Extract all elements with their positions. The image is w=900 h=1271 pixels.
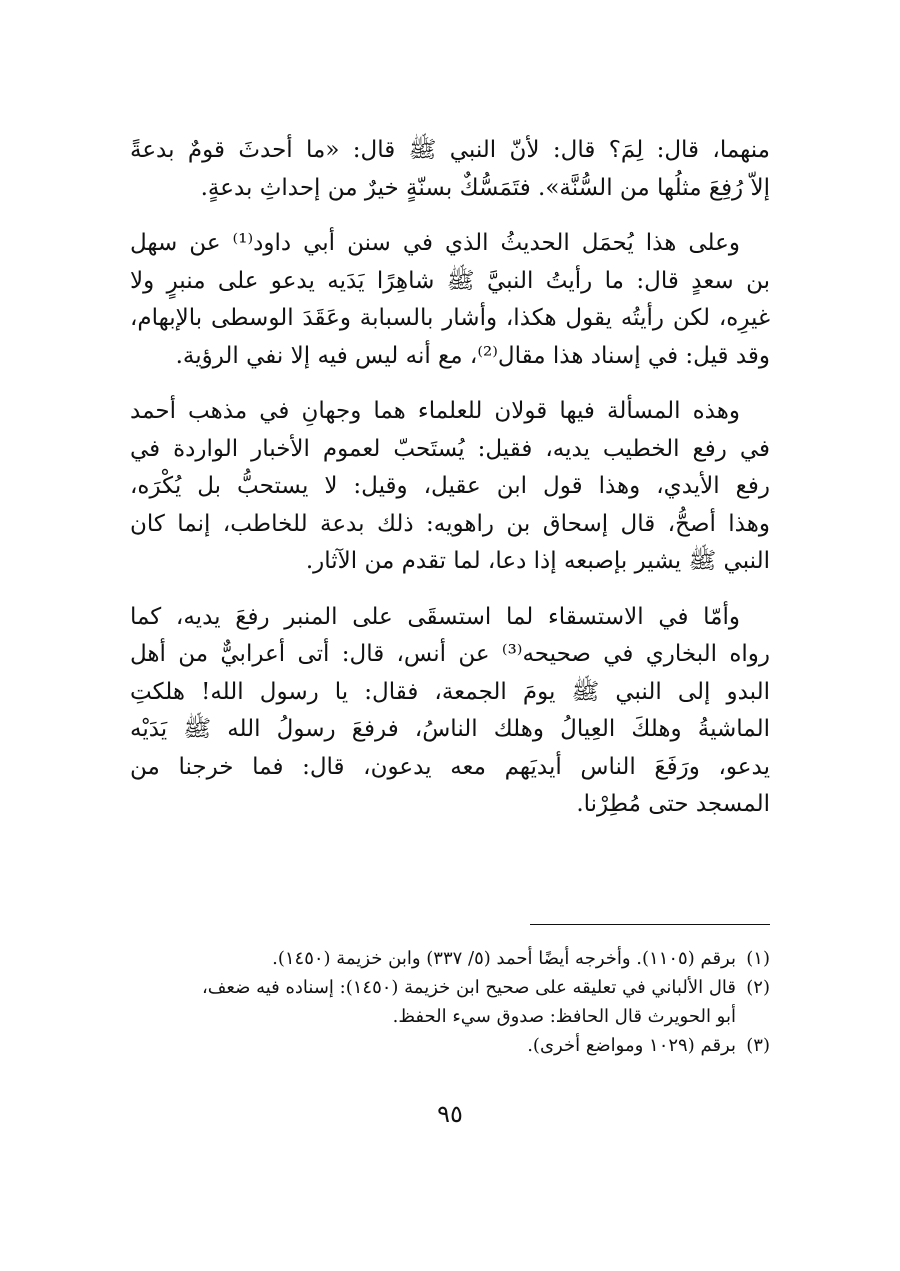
- text-line: منهما، قال: لِمَ؟ قال: لأنّ النبي ﷺ قال: «ما أحدثَ قومٌ بدعةً: [130, 137, 770, 163]
- paragraph: [130, 225, 770, 375]
- footnotes: [130, 944, 770, 1060]
- text-line: رفع الأيدي، وهذا قول ابن عقيل، وقيل: لا يستحبُّ بل يُكْرَه،: [130, 473, 770, 499]
- footnote-text: [130, 1031, 736, 1060]
- paragraph: [130, 393, 770, 581]
- text-line: يدعو، ورَفَعَ الناس أيديَهم معه يدعون، قال: فما خرجنا من: [130, 753, 770, 780]
- text-line: في رفع الخطيب يديه، فقيل: يُستَحبّ لعموم الأخبار الواردة في: [130, 435, 770, 462]
- footnote-number: (٣): [746, 1035, 770, 1056]
- footnote-line: برقم (١٠٢٩ ومواضع أخرى).: [527, 1035, 736, 1056]
- paragraph: [130, 132, 770, 207]
- page-number: ٩٥: [437, 1100, 463, 1128]
- text-line: وهذه المسألة فيها قولان للعلماء هما وجهانِ في مذهب أحمد: [130, 398, 740, 424]
- footnote-line: أبو الحويرث قال الحافظ: صدوق سيء الحفظ.: [392, 1006, 736, 1027]
- text-line: البدو إلى النبي ﷺ يومَ الجمعة، فقال: يا رسول الله! هلكتِ: [130, 678, 770, 705]
- footnote-text: [130, 973, 736, 1031]
- main-text: [130, 132, 770, 842]
- footnote: [130, 973, 770, 1031]
- paragraph: [130, 599, 770, 824]
- footnote: [130, 944, 770, 973]
- text-line: النبي ﷺ يشير بإصبعه إذا دعا، لما تقدم من الآثار.: [305, 548, 770, 574]
- footnote-line: برقم (١١٠٥). وأخرجه أيضًا أحمد (٥/ ٣٣٧) وابن خزيمة (١٤٥٠).: [272, 948, 736, 969]
- text-line: وهذا أصحُّ، قال إسحاق بن راهويه: ذلك بدعة للخاطب، إنما كان: [130, 510, 770, 537]
- footnote-text: [130, 944, 736, 973]
- footnote-number: (٢): [746, 977, 770, 998]
- text-line: بن سعدٍ قال: ما رأيتُ النبيَّ ﷺ شاهِرًا يَدَيه يدعو على منبرٍ ولا: [130, 267, 770, 294]
- footnote-divider: [530, 924, 770, 925]
- text-line: الماشيةُ وهلكَ العِيالُ وهلك الناسُ، فرفعَ رسولُ الله ﷺ يَدَيْه: [130, 716, 770, 742]
- footnote: [130, 1031, 770, 1060]
- text-line: وعلى هذا يُحمَل الحديثُ الذي في سنن أبي داود⁽¹⁾ عن سهل: [130, 230, 741, 256]
- footnote-line: قال الألباني في تعليقه على صحيح ابن خزيمة (١٤٥٠): إسناده فيه ضعف،: [201, 977, 736, 998]
- text-line: غيرِه، لكن رأيتُه يقول هكذا، وأشار بالسبابة وعَقَدَ الوسطى بالإبهام،: [130, 305, 770, 331]
- footnote-number: (١): [746, 948, 770, 969]
- text-line: رواه البخاري في صحيحه⁽³⁾ عن أنس، قال: أتى أعرابيٌّ من أهل: [130, 641, 770, 667]
- text-line: المسجد حتى مُطِرْنا.: [576, 791, 770, 817]
- text-line: إلاّ رُفِعَ مثلُها من السُّنَّة». فتَمَسُّكٌ بسنّةٍ خيرٌ من إحداثِ بدعةٍ.: [200, 174, 770, 201]
- text-line: وأمّا في الاستسقاء لما استسقَى على المنبر رفعَ يديه، كما: [130, 603, 740, 630]
- text-line: وقد قيل: في إسناد هذا مقال⁽²⁾، مع أنه ليس فيه إلا نفي الرؤية.: [175, 342, 770, 369]
